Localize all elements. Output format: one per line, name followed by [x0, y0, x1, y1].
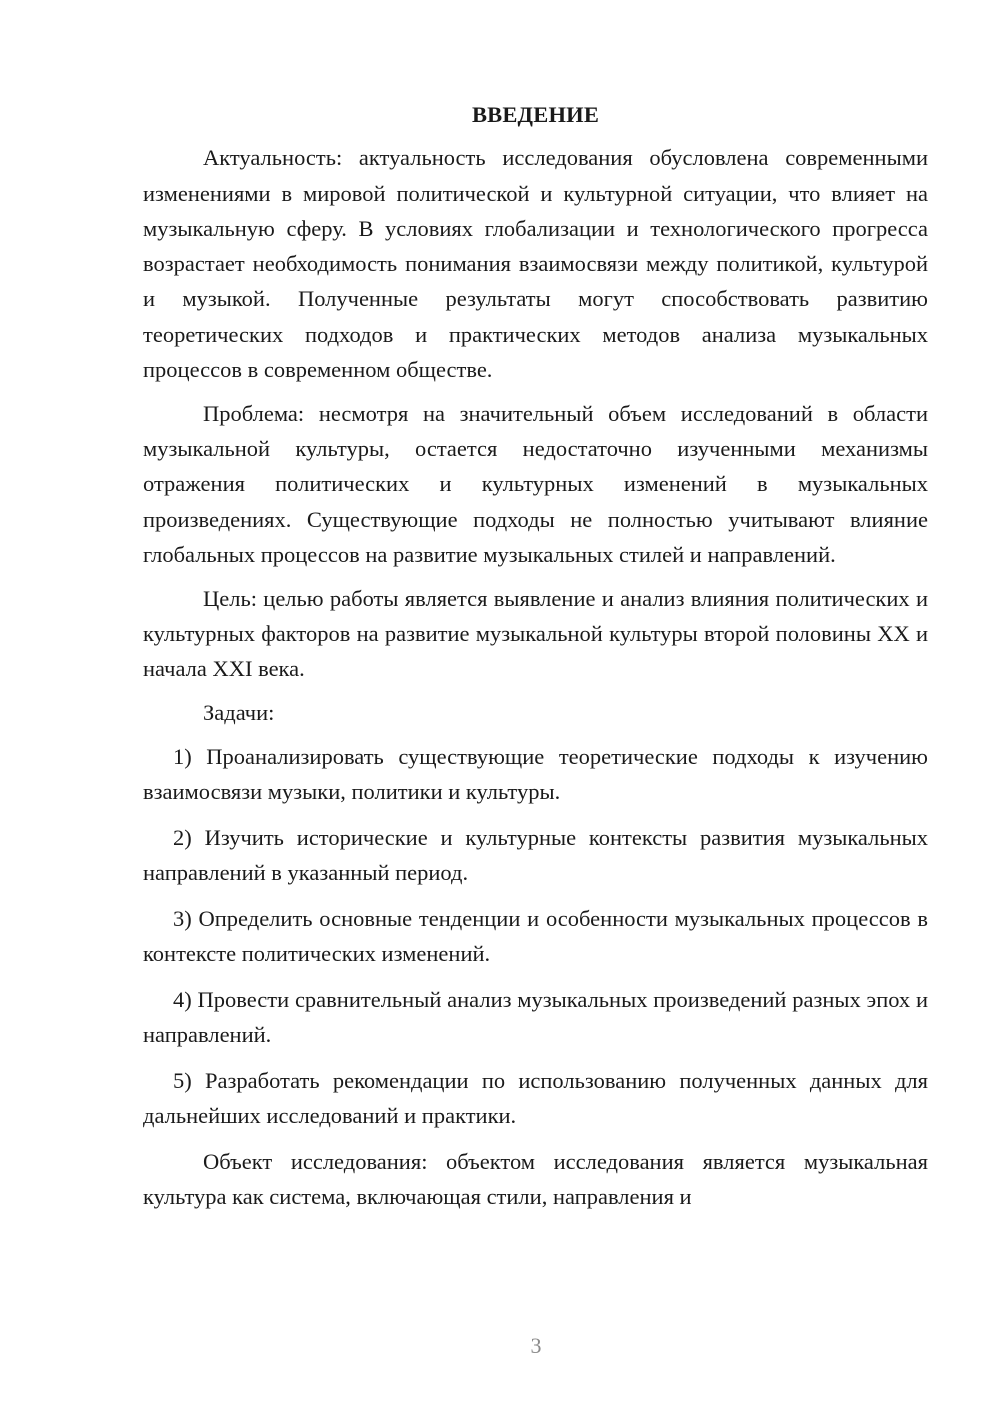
task-item-2: 2) Изучить исторические и культурные контексты развития музыкальных направлений в указанный период. — [143, 825, 928, 886]
section-heading: ВВЕДЕНИЕ — [471, 102, 600, 127]
tasks-label: Задачи: — [203, 700, 275, 726]
page-content — [143, 97, 928, 1215]
paragraph-object: Объект исследования: объектом исследования является музыкальная культура как система, включающая стили, направления и — [143, 1148, 928, 1210]
paragraph-relevance: Актуальность: актуальность исследования обусловлена современными изменениями в мировой политической и культурной ситуации, что влияет на музыкальную сферу. В условиях глобализации и технологического прогресса возрастает необходимость понимания взаимосвязи между политикой, культурой и музыкой. Полученные результаты могут способствовать развитию теоретических подходов и практических методов анализа музыкальных процессов в современном обществе. — [143, 145, 928, 383]
task-item-4: 4) Провести сравнительный анализ музыкальных произведений разных эпох и направлений. — [143, 987, 928, 1048]
page-number: 3 — [530, 1333, 542, 1358]
task-item-3: 3) Определить основные тенденции и особенности музыкальных процессов в контексте политических изменений. — [143, 906, 928, 967]
task-item-1: 1) Проанализировать существующие теоретические подходы к изучению взаимосвязи музыки, политики и культуры. — [143, 744, 928, 805]
paragraph-problem: Проблема: несмотря на значительный объем исследований в области музыкальной культуры, остается недостаточно изученными механизмы отражения политических и культурных изменений в музыкальных произведениях. Существующие подходы не полностью учитывают влияние глобальных процессов на развитие музыкальных стилей и направлений. — [143, 400, 928, 568]
paragraph-goal: Цель: целью работы является выявление и анализ влияния политических и культурных факторов на развитие музыкальной культуры второй половины XX и начала XXI века. — [143, 585, 928, 682]
task-item-5: 5) Разработать рекомендации по использованию полученных данных для дальнейших исследований и практики. — [143, 1067, 928, 1129]
